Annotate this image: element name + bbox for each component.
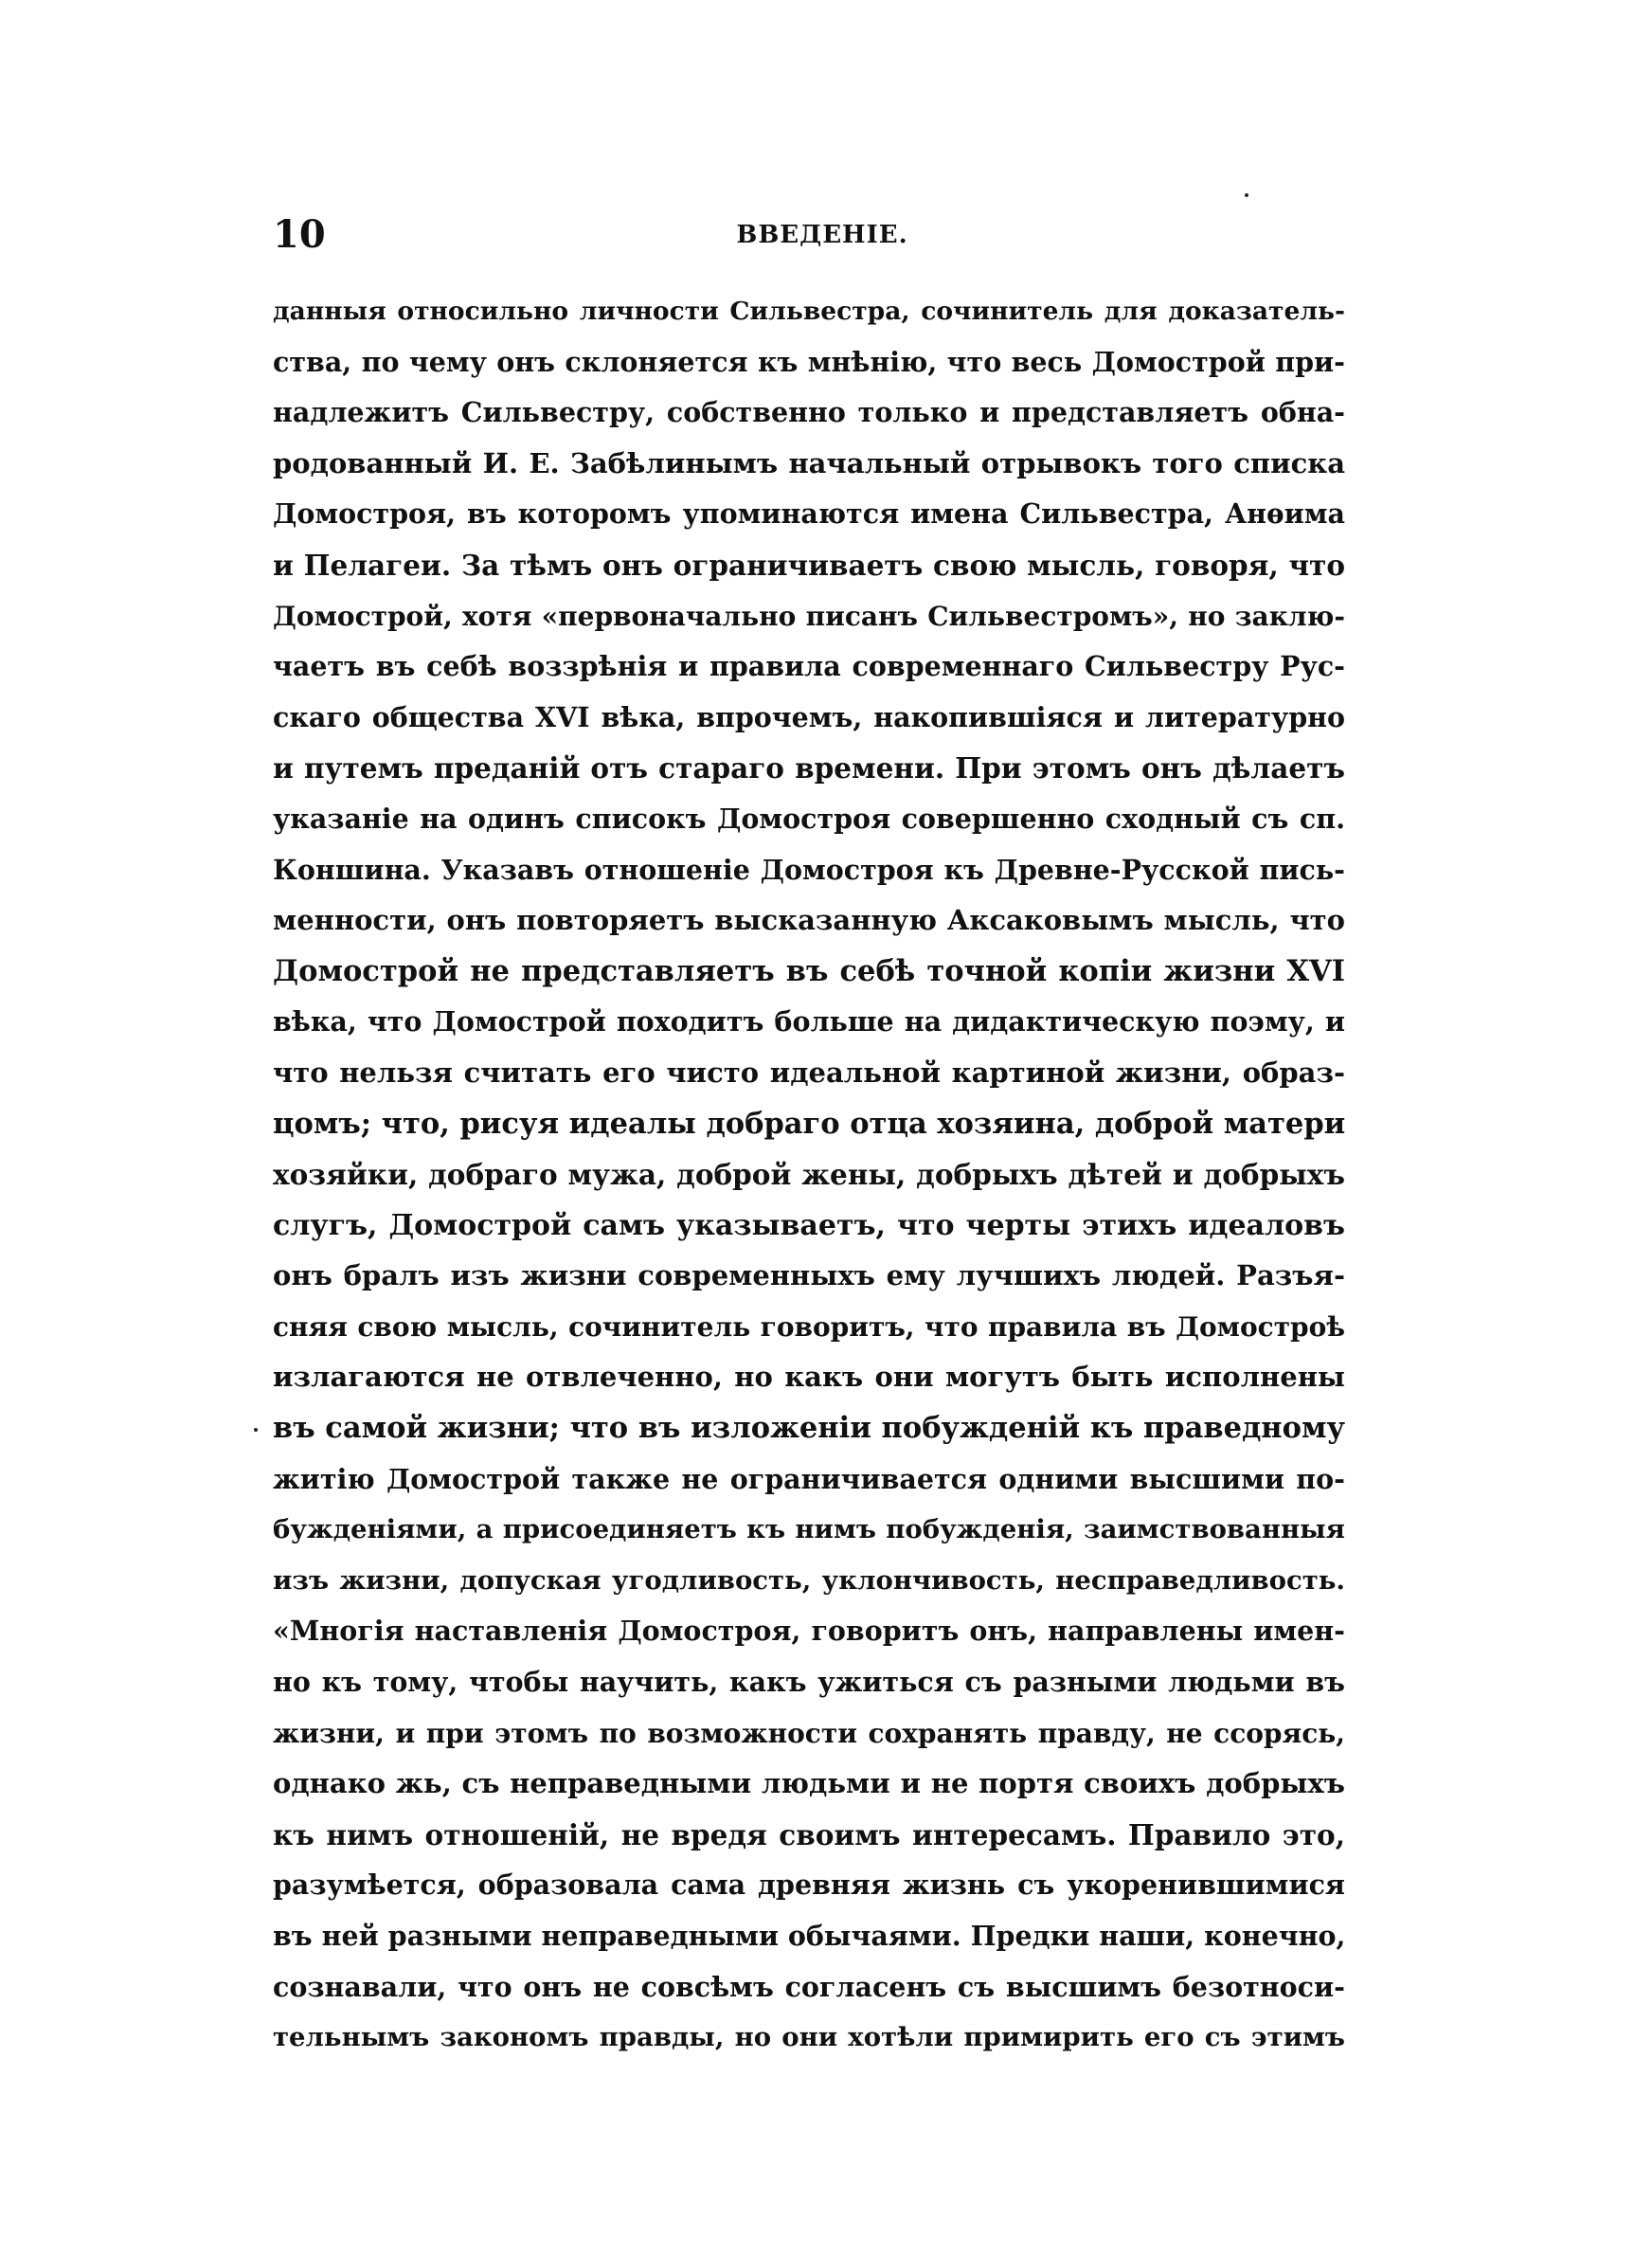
text-line: тельнымъ закономъ правды, но они хотѣли примирить его съ этимъ xyxy=(273,2022,1345,2053)
text-line: онъ бралъ изъ жизни современныхъ ему лучшихъ людей. Разъя- xyxy=(273,1259,1345,1292)
text-line: данныя относильно личности Сильвестра, сочинитель для доказатель- xyxy=(273,297,1345,326)
running-head: ВВЕДЕНІЕ. xyxy=(736,221,908,249)
text-line: въ ней разными неправедными обычаями. Предки наши, конечно, xyxy=(273,1920,1345,1952)
print-speck xyxy=(1245,193,1248,197)
text-line: надлежитъ Сильвестру, собственно только и представляетъ обна- xyxy=(273,396,1345,429)
text-line: чаетъ въ себѣ воззрѣнія и правила современнаго Сильвестру Рус- xyxy=(273,650,1345,683)
text-line: въ самой жизни; что въ изложеніи побужденій къ праведному xyxy=(273,1411,1345,1446)
text-line: и Пелагеи. За тѣмъ онъ ограничиваетъ свою мысль, говоря, что xyxy=(273,548,1345,582)
text-line: и путемъ преданій отъ стараго времени. При этомъ онъ дѣлаетъ xyxy=(273,751,1345,785)
text-line: указаніе на одинъ списокъ Домостроя совершенно сходный съ сп. xyxy=(273,802,1345,835)
text-line: однако жь, съ неправедными людьми и не портя своихъ добрыхъ xyxy=(273,1767,1345,1800)
text-line: хозяйки, добраго мужа, доброй жены, добрыхъ дѣтей и добрыхъ xyxy=(273,1158,1345,1192)
text-line: Домострой, хотя «первоначально писанъ Сильвестромъ», но заклю- xyxy=(273,600,1345,632)
text-line: родованный И. Е. Забѣлинымъ начальный отрывокъ того списка xyxy=(273,446,1345,479)
text-line: изъ жизни, допуская угодливость, уклончивость, несправедливость. xyxy=(273,1564,1345,1596)
text-line: излагаются не отвлеченно, но какъ они могутъ быть исполнены xyxy=(273,1361,1345,1394)
text-line: но къ тому, чтобы научить, какъ ужиться съ разными людьми въ xyxy=(273,1666,1345,1699)
text-line: сняя свою мысль, сочинитель говоритъ, что правила въ Домостроѣ xyxy=(273,1310,1345,1343)
text-line: къ нимъ отношеній, не вредя своимъ интересамъ. Правило это, xyxy=(273,1817,1345,1851)
text-line: «Многія наставленія Домостроя, говоритъ онъ, направлены имен- xyxy=(273,1615,1345,1648)
text-line: что нельзя считать его чисто идеальной картиной жизни, образ- xyxy=(273,1056,1345,1089)
text-line: Коншина. Указавъ отношеніе Домостроя къ Древне-Русской пись- xyxy=(273,853,1345,886)
text-line: бужденіями, а присоединяетъ къ нимъ побужденія, заимствованныя xyxy=(273,1514,1345,1545)
text-line: менности, онъ повторяетъ высказанную Аксаковымъ мысль, что xyxy=(273,904,1345,937)
text-line: слугъ, Домострой самъ указываетъ, что черты этихъ идеаловъ xyxy=(273,1208,1345,1242)
text-line: цомъ; что, рисуя идеалы добраго отца хозяина, доброй матери xyxy=(273,1106,1345,1141)
text-line: Домостроя, въ которомъ упоминаются имена Сильвестра, Анѳима xyxy=(273,497,1345,531)
text-line: житію Домострой также не ограничивается одними высшими по- xyxy=(273,1462,1345,1495)
text-line: разумѣется, образовала сама древняя жизнь съ укоренившимися xyxy=(273,1869,1345,1902)
text-line: Домострой не представляетъ въ себѣ точной копіи жизни XVI xyxy=(273,953,1345,988)
text-line: жизни, и при этомъ по возможности сохранять правду, не ссорясь, xyxy=(273,1717,1345,1749)
text-line: скаго общества XVI вѣка, впрочемъ, накопившіяся и литературно xyxy=(273,700,1345,733)
page-number: 10 xyxy=(273,212,326,257)
print-speck xyxy=(254,1428,258,1432)
page-header xyxy=(273,207,1362,263)
text-line: вѣка, что Домострой походитъ больше на дидактическую поэму, и xyxy=(273,1005,1345,1038)
body-text xyxy=(273,286,1345,2064)
text-line: сознавали, что онъ не совсѣмъ согласенъ съ высшимъ безотноси- xyxy=(273,1970,1345,2003)
text-line: ства, по чему онъ склоняется къ мнѣнію, что весь Домострой при- xyxy=(273,345,1345,378)
